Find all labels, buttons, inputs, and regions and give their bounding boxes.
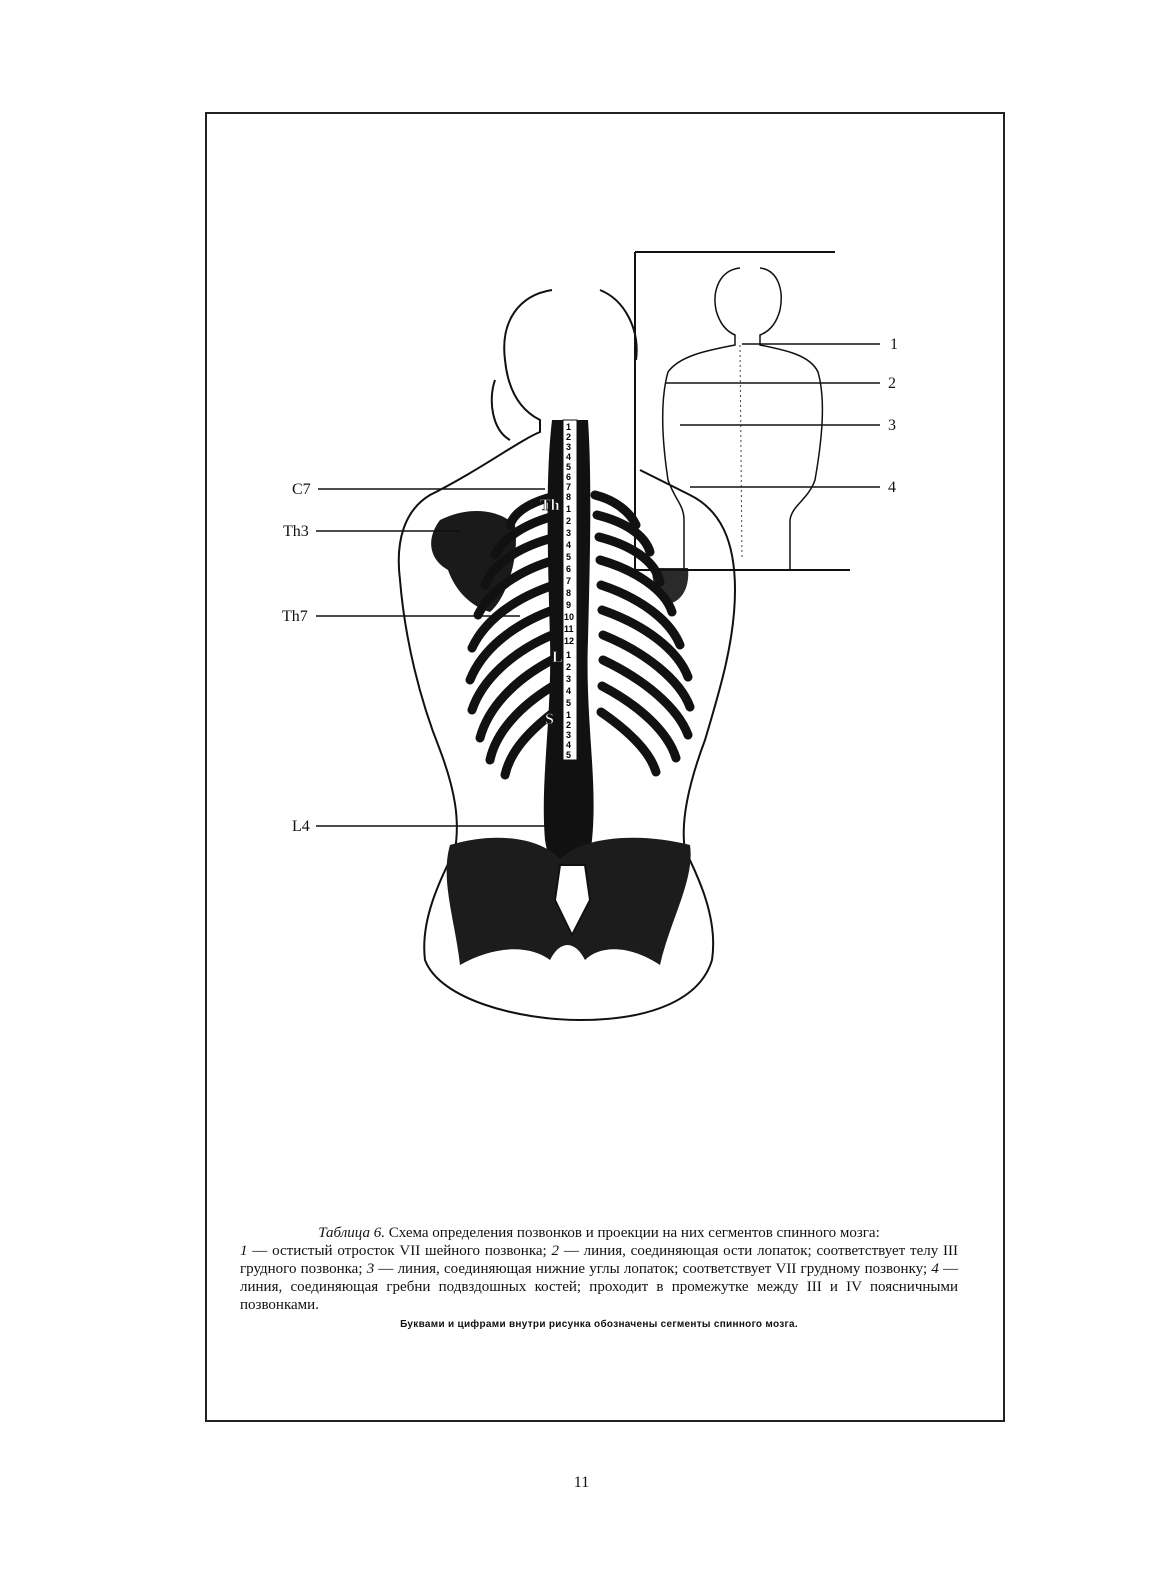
page-number: 11: [573, 1474, 590, 1491]
label-2: 2: [888, 375, 896, 392]
label-3: 3: [888, 417, 896, 434]
label-th3: Th3: [283, 523, 309, 540]
region-label-thoracic: Th: [540, 497, 560, 514]
segment-label: 6: [566, 472, 572, 482]
item-number: 3: [366, 1261, 375, 1277]
segment-label: 3: [566, 674, 572, 684]
inset-panel: [635, 252, 850, 570]
label-4: 4: [888, 479, 896, 496]
sacral-segments: [566, 710, 571, 760]
item-number: 1: [240, 1243, 248, 1259]
lumbar-segments: [566, 650, 571, 708]
segment-label: 4: [566, 452, 572, 462]
segment-label: 3: [566, 528, 572, 538]
segment-label: 3: [566, 730, 572, 740]
item-number: 2: [551, 1243, 560, 1259]
segment-label: 1: [566, 422, 572, 432]
segment-label: 8: [566, 492, 572, 502]
segment-label: 9: [566, 600, 572, 610]
caption-note: Буквами и цифрами внутри рисунка обозначены сегменты спинного мозга.: [400, 1319, 798, 1330]
label-c7: C7: [292, 481, 311, 498]
segment-label: 2: [566, 516, 572, 526]
segment-label: 2: [566, 720, 572, 730]
segment-label: 2: [566, 662, 572, 672]
segment-label: 4: [566, 686, 572, 696]
segment-label: 5: [566, 698, 572, 708]
segment-label: 4: [566, 540, 572, 550]
segment-label: 5: [566, 750, 572, 760]
caption-title: Таблица 6. Схема определения позвонков и проекции на них сегментов спинного мозга:: [318, 1225, 880, 1241]
label-l4: L4: [292, 818, 310, 835]
label-th7: Th7: [282, 608, 308, 625]
segment-label: 5: [566, 462, 572, 472]
segment-label: 6: [566, 564, 572, 574]
segment-label: 5: [566, 552, 572, 562]
figure-caption: [240, 1224, 958, 1334]
caption-body: 1 — остистый отросток VII шейного позвонка; 2 — линия, соединяющая ости лопаток; соответствует телу III грудного позвонка; 3 — линия, соединяющая нижние углы лопаток; соответствует VII грудному позвонку; 4 — линия, соединяющая гребни подвздошных костей; проходит в промежутке между III и IV поясничными позвонками.: [240, 1243, 959, 1313]
segment-label: 11: [564, 624, 574, 634]
region-label-lumbar: L: [552, 649, 563, 666]
segment-label: 3: [566, 442, 572, 452]
segment-label: 1: [566, 710, 572, 720]
segment-label: 8: [566, 588, 572, 598]
segment-label: 7: [566, 576, 572, 586]
segment-label: 1: [566, 650, 572, 660]
segment-label: 12: [564, 636, 575, 646]
pelvis: [447, 838, 691, 965]
item-number: 4: [931, 1261, 939, 1277]
right-labels: [665, 336, 898, 496]
label-1: 1: [890, 336, 898, 353]
segment-label: 1: [566, 504, 572, 514]
segment-label: 2: [566, 432, 572, 442]
cervical-segments: [566, 422, 571, 502]
segment-label: 4: [566, 740, 572, 750]
segment-label: 7: [566, 482, 572, 492]
segment-label: 10: [564, 612, 575, 622]
region-label-sacral: S: [545, 711, 554, 728]
